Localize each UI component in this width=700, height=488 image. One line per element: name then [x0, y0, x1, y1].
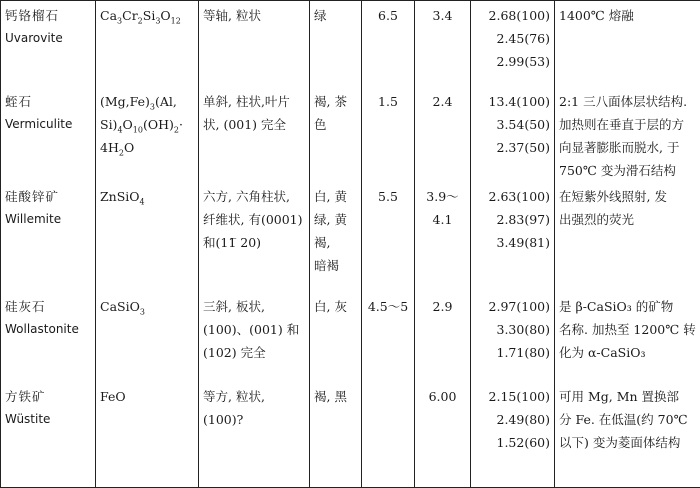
specific-gravity: 3.4	[415, 1, 471, 87]
formula-text: O	[160, 8, 170, 23]
cell-line: 2.15(100)	[475, 385, 550, 408]
mineral-name-en: Uvarovite	[5, 27, 91, 50]
cell-line: 等轴, 粒状	[203, 4, 305, 27]
cell-line: 向显著膨胀而脱水, 于	[559, 136, 696, 159]
formula-subscript: 10	[133, 125, 143, 134]
formula-text: (OH)	[143, 117, 174, 132]
formula-text: (Mg,Fe)	[100, 94, 150, 109]
cell-line: 2.63(100)	[475, 185, 550, 208]
cell-line: (100)?	[203, 408, 305, 431]
formula-text: 4H	[100, 140, 119, 155]
formula-subscript: 2	[119, 148, 124, 157]
cell-line: 在短紫外线照射, 发	[559, 185, 696, 208]
remarks	[555, 87, 700, 182]
formula-subscript: 3	[155, 17, 160, 26]
mineral-name-en: Wollastonite	[5, 318, 91, 341]
mineral-name-cell	[1, 182, 96, 292]
mineral-name-en: Willemite	[5, 208, 91, 231]
specific-gravity: 3.9～4.1	[415, 182, 471, 292]
chemical-formula	[96, 382, 199, 488]
cell-line: (102) 完全	[203, 341, 305, 364]
formula-subscript: 2	[138, 17, 143, 26]
mineral-color	[310, 182, 362, 292]
cell-line: 纤维状, 有(0001)	[203, 208, 305, 231]
cell-line: 以下) 变为菱面体结构	[559, 431, 696, 454]
cell-line: 1400℃ 熔融	[559, 4, 696, 27]
mineral-color	[310, 1, 362, 87]
hardness: 1.5	[362, 87, 415, 182]
hardness: 4.5～5	[362, 292, 415, 382]
cell-line: 3.49(81)	[475, 231, 550, 254]
cell-line: 褐, 茶色	[314, 90, 357, 136]
cell-line: 六方, 六角柱状,	[203, 185, 305, 208]
cell-line: 单斜, 柱状,叶片	[203, 90, 305, 113]
mineral-name-cell	[1, 292, 96, 382]
cell-line: 2.68(100)	[475, 4, 550, 27]
mineral-name-zh: 硅灰石	[5, 295, 91, 318]
d-spacing-values	[471, 1, 555, 87]
specific-gravity: 2.4	[415, 87, 471, 182]
mineral-name-cell	[1, 382, 96, 488]
mineral-color	[310, 292, 362, 382]
cell-line: 三斜, 板状,	[203, 295, 305, 318]
formula-text: ZnSiO	[100, 189, 140, 204]
cell-line: 是 β-CaSiO₃ 的矿物	[559, 295, 696, 318]
cell-line: 褐, 黑	[314, 385, 357, 408]
cell-line: 1.52(60)	[475, 431, 550, 454]
mineral-name-zh: 蛭石	[5, 90, 91, 113]
hardness: 5.5	[362, 182, 415, 292]
chemical-formula	[96, 87, 199, 182]
formula-text: Si	[143, 8, 156, 23]
mineral-name-cell	[1, 1, 96, 87]
crystal-form	[199, 1, 310, 87]
mineral-name-cell	[1, 87, 96, 182]
cell-line: 2.83(97)	[475, 208, 550, 231]
formula-text: O	[124, 140, 134, 155]
cell-line: 可用 Mg, Mn 置换部	[559, 385, 696, 408]
table-row	[1, 1, 700, 87]
crystal-form	[199, 292, 310, 382]
cell-line: 3.54(50)	[475, 113, 550, 136]
cell-line: (100)、(001) 和	[203, 318, 305, 341]
cell-line: 13.4(100)	[475, 90, 550, 113]
d-spacing-values	[471, 87, 555, 182]
cell-line: 名称. 加热至 1200℃ 转	[559, 318, 696, 341]
formula-subscript: 3	[150, 102, 155, 111]
crystal-form	[199, 182, 310, 292]
cell-line: 化为 α-CaSiO₃	[559, 341, 696, 364]
cell-line: 2.37(50)	[475, 136, 550, 159]
d-spacing-values	[471, 182, 555, 292]
cell-line: 和(11̅ 20)	[203, 231, 305, 254]
crystal-form	[199, 382, 310, 488]
mineral-name-zh: 方铁矿	[5, 385, 91, 408]
d-spacing-values	[471, 382, 555, 488]
d-spacing-values	[471, 292, 555, 382]
cell-line: 等方, 粒状,	[203, 385, 305, 408]
cell-line: 白, 灰	[314, 295, 357, 318]
formula-text: (Al,	[155, 94, 177, 109]
cell-line: 3.30(80)	[475, 318, 550, 341]
cell-line: 暗褐	[314, 254, 357, 277]
mineral-name-zh: 钙铬榴石	[5, 4, 91, 27]
cell-line: 2.45(76)	[475, 27, 550, 50]
cell-line: 白, 黄	[314, 185, 357, 208]
formula-text: Cr	[122, 8, 138, 23]
cell-line: 绿	[314, 4, 357, 27]
formula-subscript: 4	[117, 125, 122, 134]
remarks	[555, 382, 700, 488]
chemical-formula	[96, 182, 199, 292]
cell-line: 出强烈的荧光	[559, 208, 696, 231]
cell-line: 2.49(80)	[475, 408, 550, 431]
hardness: 6.5	[362, 1, 415, 87]
formula-text: ·	[179, 117, 183, 132]
crystal-form	[199, 87, 310, 182]
specific-gravity: 6.00	[415, 382, 471, 488]
formula-subscript: 3	[117, 17, 122, 26]
formula-subscript: 12	[171, 17, 181, 26]
cell-line: 2.97(100)	[475, 295, 550, 318]
cell-line: 750℃ 变为滑石结构	[559, 159, 696, 182]
cell-line: 状, (001) 完全	[203, 113, 305, 136]
mineral-name-en: Wüstite	[5, 408, 91, 431]
formula-subscript: 3	[140, 307, 145, 316]
formula-subscript: 2	[174, 125, 179, 134]
formula-text: FeO	[100, 389, 126, 404]
remarks	[555, 1, 700, 87]
chemical-formula	[96, 1, 199, 87]
table-row	[1, 292, 700, 382]
remarks	[555, 182, 700, 292]
mineral-color	[310, 87, 362, 182]
table-row	[1, 182, 700, 292]
remarks	[555, 292, 700, 382]
table-row	[1, 87, 700, 182]
chemical-formula	[96, 292, 199, 382]
cell-line: 褐,	[314, 231, 357, 254]
cell-line: 分 Fe. 在低温(约 70℃	[559, 408, 696, 431]
specific-gravity: 2.9	[415, 292, 471, 382]
cell-line: 绿, 黄	[314, 208, 357, 231]
mineral-name-en: Vermiculite	[5, 113, 91, 136]
cell-line: 加热则在垂直于层的方	[559, 113, 696, 136]
cell-line: 2.99(53)	[475, 50, 550, 73]
cell-line: 1.71(80)	[475, 341, 550, 364]
mineral-name-zh: 硅酸锌矿	[5, 185, 91, 208]
formula-text: Si)	[100, 117, 117, 132]
formula-subscript: 4	[140, 197, 145, 206]
formula-text: CaSiO	[100, 299, 140, 314]
hardness	[362, 382, 415, 488]
formula-text: O	[123, 117, 133, 132]
table-row	[1, 382, 700, 488]
cell-line: 2:1 三八面体层状结构.	[559, 90, 696, 113]
mineral-color	[310, 382, 362, 488]
formula-text: Ca	[100, 8, 117, 23]
